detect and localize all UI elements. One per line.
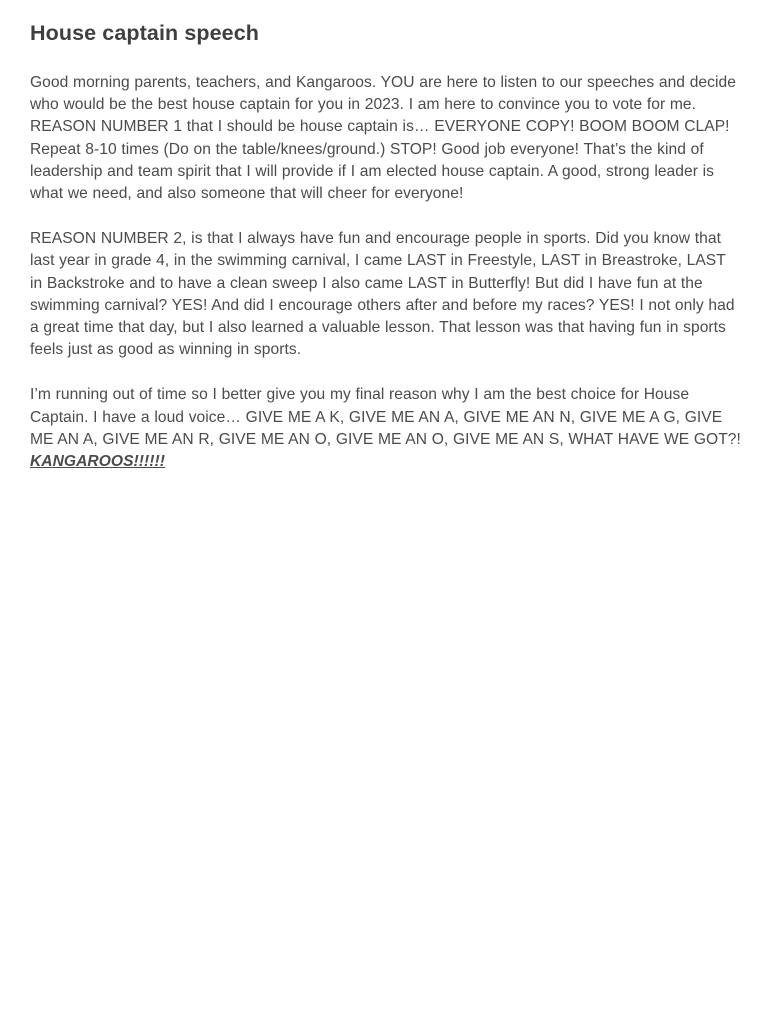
- paragraph-reason-two: REASON NUMBER 2, is that I always have fun and encourage people in sports. Did you know that last year in grade 4, in the swimming carnival, I came LAST in Freestyle, LAST in Breastroke, LAST in Backstroke and to have a clean sweep I also came LAST in Butterfly! But did I have fun at the swimming carnival? YES! And did I encourage others after and before my races? YES! I not only had a great time that day, but I also learned a valuable lesson. That lesson was that having fun in sports feels just as good as winning in sports.: [30, 230, 735, 359]
- paragraph-final-text: I’m running out of time so I better give you my final reason why I am the best choice for House Captain. I have a loud voice… GIVE ME A K, GIVE ME AN A, GIVE ME AN N, GIVE ME A G, GIVE ME AN A, GIVE ME AN R, GIVE ME AN O, GIVE ME AN O, GIVE ME AN S, WHAT HAVE WE GOT?!: [30, 386, 741, 448]
- document-body: [30, 72, 742, 473]
- paragraph-final-reason: [30, 384, 742, 473]
- paragraph-intro: Good morning parents, teachers, and Kangaroos. YOU are here to listen to our speeches and decide who would be the best house captain for you in 2023. I am here to convince you to vote for me. REASON NUMBER 1 that I should be house captain is… EVERYONE COPY! BOOM BOOM CLAP! Repeat 8-10 times (Do on the table/knees/ground.) STOP! Good job everyone! That’s the kind of leadership and team spirit that I will provide if I am elected house captain. A good, strong leader is what we need, and also someone that will cheer for everyone!: [30, 74, 736, 203]
- document-title: House captain speech: [30, 21, 260, 45]
- closing-cheer: KANGAROOS!!!!!!: [30, 453, 166, 471]
